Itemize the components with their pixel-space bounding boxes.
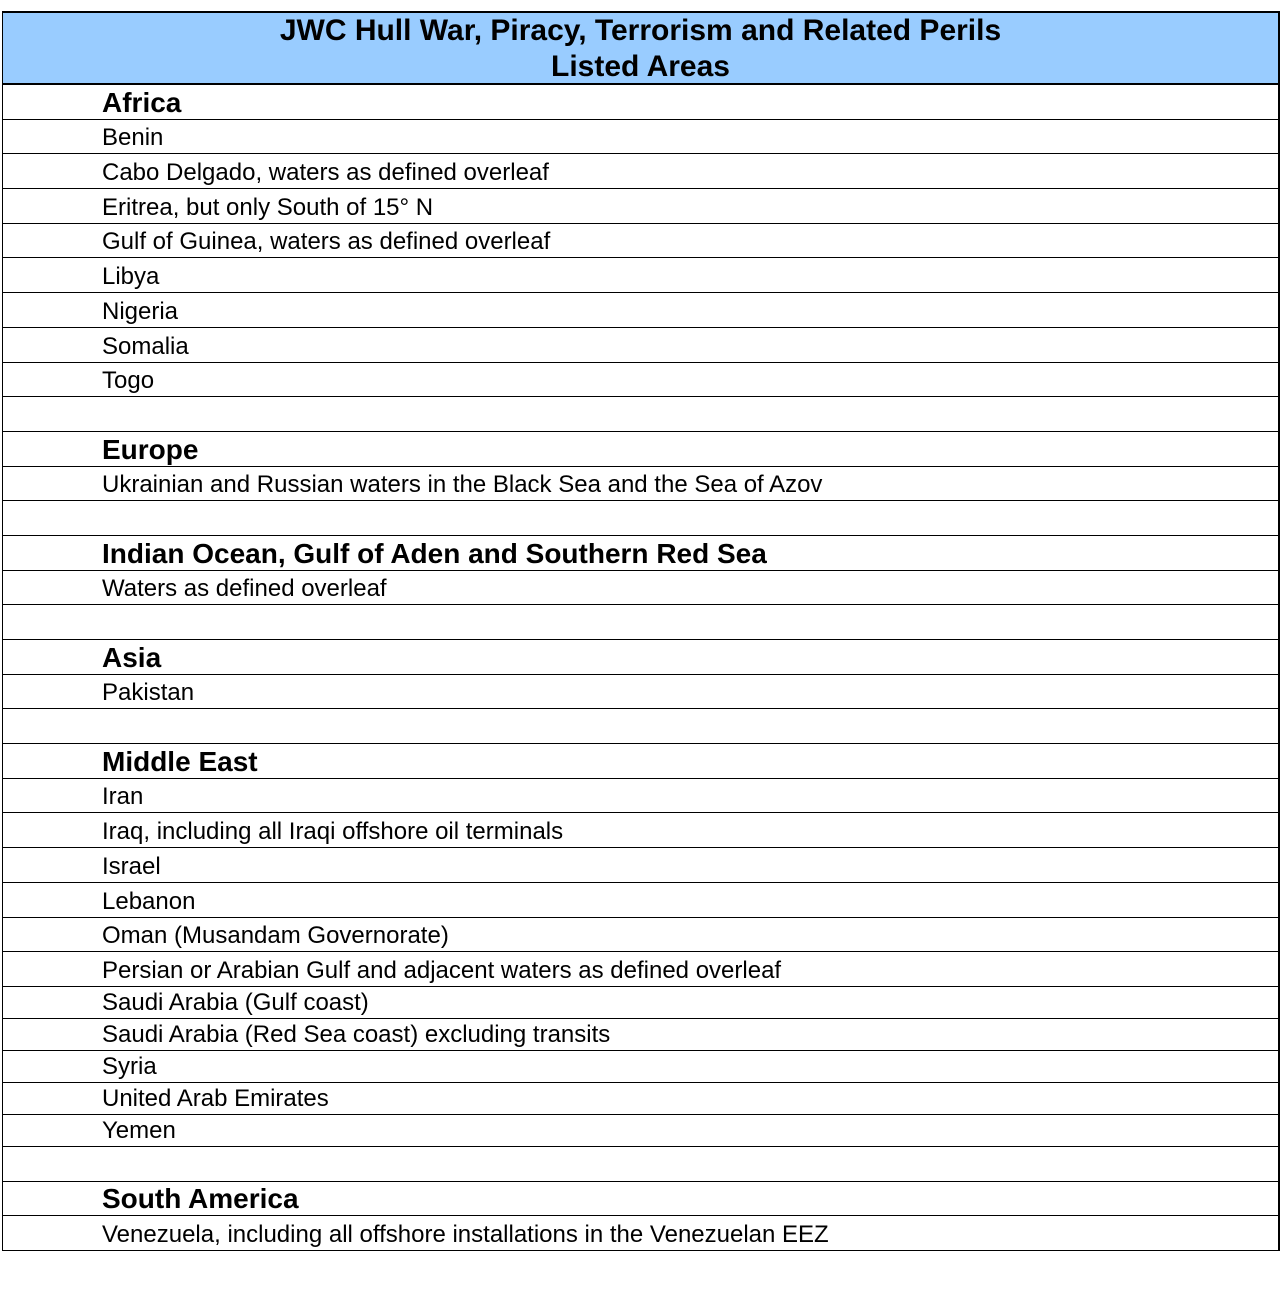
area-item: Venezuela, including all offshore installations in the Venezuelan EEZ (102, 1220, 829, 1248)
area-item: Togo (102, 367, 155, 395)
section-heading-label: Asia (102, 641, 162, 673)
area-item: United Arab Emirates (102, 1084, 329, 1112)
table-row (3, 952, 1278, 987)
table-row (3, 328, 1278, 363)
header-title-line2: Listed Areas (551, 50, 730, 83)
area-item: Eritrea, but only South of 15° N (102, 193, 434, 221)
area-item: Syria (102, 1052, 157, 1080)
listed-areas-table (2, 11, 1280, 1251)
section-heading-label: Middle East (102, 745, 258, 777)
area-item: Iraq, including all Iraqi offshore oil terminals (102, 818, 564, 846)
blank-row (3, 605, 1278, 640)
table-row (3, 189, 1278, 224)
blank-row (3, 1147, 1278, 1182)
area-item: Oman (Musandam Governorate) (102, 922, 449, 950)
area-item: Benin (102, 124, 164, 152)
section-heading-indian-ocean (3, 536, 1278, 571)
area-item: Ukrainian and Russian waters in the Black Sea and the Sea of Azov (102, 471, 823, 499)
area-item: Iran (102, 783, 144, 811)
table-row (3, 154, 1278, 189)
section-heading-asia (3, 640, 1278, 675)
table-row (3, 467, 1278, 502)
section-heading-africa (3, 85, 1278, 120)
section-heading-label: South America (102, 1183, 299, 1215)
section-heading-south-america (3, 1182, 1278, 1217)
area-item: Nigeria (102, 297, 179, 325)
area-item: Lebanon (102, 887, 196, 915)
table-row (3, 813, 1278, 848)
area-item: Saudi Arabia (Red Sea coast) excluding transits (102, 1020, 611, 1048)
section-heading-label: Europe (102, 433, 199, 465)
table-row (3, 883, 1278, 918)
table-row (3, 987, 1278, 1019)
section-heading-europe (3, 432, 1278, 467)
table-row (3, 363, 1278, 398)
table-row (3, 258, 1278, 293)
blank-row (3, 501, 1278, 536)
table-row (3, 1216, 1278, 1251)
blank-row (3, 397, 1278, 432)
table-row (3, 1115, 1278, 1147)
area-item: Libya (102, 263, 160, 291)
table-row (3, 675, 1278, 710)
table-row (3, 779, 1278, 814)
area-item: Israel (102, 852, 161, 880)
area-item: Yemen (102, 1116, 176, 1144)
blank-row (3, 709, 1278, 744)
area-item: Waters as defined overleaf (102, 575, 387, 603)
area-item: Pakistan (102, 679, 195, 707)
area-item: Cabo Delgado, waters as defined overleaf (102, 159, 549, 187)
area-item: Gulf of Guinea, waters as defined overleaf (102, 228, 551, 256)
table-row (3, 224, 1278, 259)
table-row (3, 1019, 1278, 1051)
header-title-line1: JWC Hull War, Piracy, Terrorism and Related Perils (279, 14, 1002, 47)
table-row (3, 1083, 1278, 1115)
table-row (3, 293, 1278, 328)
table-row (3, 918, 1278, 953)
table-header (3, 13, 1278, 85)
area-item: Saudi Arabia (Gulf coast) (102, 988, 369, 1016)
area-item: Somalia (102, 332, 189, 360)
section-heading-label: Indian Ocean, Gulf of Aden and Southern Red Sea (102, 537, 767, 569)
table-row (3, 120, 1278, 155)
table-row (3, 571, 1278, 606)
table-row (3, 848, 1278, 883)
area-item: Persian or Arabian Gulf and adjacent waters as defined overleaf (102, 956, 782, 984)
table-row (3, 1051, 1278, 1083)
section-heading-label: Africa (102, 86, 182, 118)
section-heading-middle-east (3, 744, 1278, 779)
